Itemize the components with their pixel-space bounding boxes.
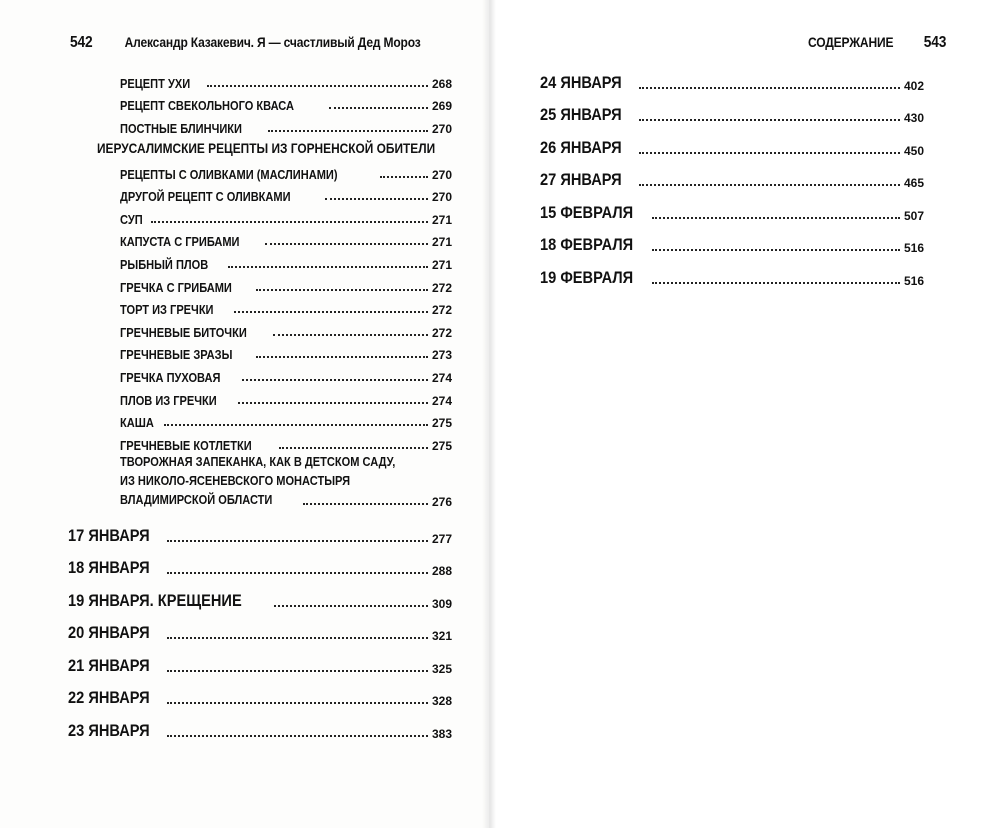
- toc-day-entry: 15 ФЕВРАЛЯ 507: [540, 202, 924, 223]
- toc-day-entry: 23 ЯНВАРЯ 383: [68, 720, 452, 741]
- toc-multiline-entry: [120, 452, 452, 509]
- toc-entry: РЕЦЕПТЫ С ОЛИВКАМИ (МАСЛИНАМИ) 270: [120, 166, 452, 182]
- toc-entry: СУП 271: [120, 211, 452, 227]
- multiline-entry-line-1: ТВОРОЖНАЯ ЗАПЕКАНКА, КАК В ДЕТСКОМ САДУ,: [120, 454, 396, 469]
- toc-entry: РЕЦЕПТ СВЕКОЛЬНОГО КВАСА 269: [120, 98, 452, 114]
- book-gutter: [482, 0, 496, 828]
- toc-day-entry: 26 ЯНВАРЯ 450: [540, 137, 924, 158]
- left-running-head: [70, 34, 421, 52]
- toc-entry: ГРЕЧНЕВЫЕ БИТОЧКИ 272: [120, 324, 452, 340]
- toc-entry: ГРЕЧНЕВЫЕ КОТЛЕТКИ 275: [120, 437, 452, 453]
- toc-day-entry: 19 ФЕВРАЛЯ 516: [540, 267, 924, 288]
- multiline-entry-line-3: ВЛАДИМИРСКОЙ ОБЛАСТИ: [120, 492, 273, 507]
- multiline-entry-line-2: ИЗ НИКОЛО-ЯСЕНЕВСКОГО МОНАСТЫРЯ: [120, 473, 351, 488]
- toc-entry: КАША 275: [120, 415, 452, 431]
- toc-day-entry: 18 ФЕВРАЛЯ 516: [540, 235, 924, 255]
- right-page-number: 543: [923, 34, 947, 51]
- toc-entry: ГРЕЧКА ПУХОВАЯ 274: [120, 369, 452, 385]
- toc-entry: ПОСТНЫЕ БЛИНЧИКИ 270: [120, 120, 452, 136]
- toc-day-entry: 22 ЯНВАРЯ 328: [68, 688, 452, 708]
- toc-day-entry: 21 ЯНВАРЯ 325: [68, 655, 452, 676]
- toc-days-left: [68, 513, 452, 741]
- toc-entry: ГРЕЧКА С ГРИБАМИ 272: [120, 279, 452, 295]
- left-book-title: Александр Казакевич. Я — счастливый Дед Мороз: [124, 34, 421, 50]
- toc-entry: ТОРТ ИЗ ГРЕЧКИ 272: [120, 302, 452, 318]
- toc-entry: ГРЕЧНЕВЫЕ ЗРАЗЫ 273: [120, 347, 452, 363]
- right-section-title: СОДЕРЖАНИЕ: [808, 34, 894, 50]
- toc-entry: КАПУСТА С ГРИБАМИ 271: [120, 234, 452, 250]
- toc-entry: ДРУГОЙ РЕЦЕПТ С ОЛИВКАМИ 270: [120, 189, 452, 205]
- multiline-entry-page: 276: [431, 495, 452, 509]
- toc-day-entry: 24 ЯНВАРЯ 402: [540, 72, 924, 93]
- toc-day-entry: 20 ЯНВАРЯ 321: [68, 623, 452, 643]
- left-page-number: 542: [70, 34, 93, 51]
- toc-days-right: [540, 60, 924, 288]
- section-heading-text: ИЕРУСАЛИМСКИЕ РЕЦЕПТЫ ИЗ ГОРНЕНСКОЙ ОБИТЕЛИ: [97, 140, 436, 156]
- toc-day-entry: 27 ЯНВАРЯ 465: [540, 170, 924, 190]
- toc-day-entry: 19 ЯНВАРЯ. КРЕЩЕНИЕ 309: [68, 590, 452, 611]
- toc-section-entries: [120, 159, 452, 453]
- toc-day-entry: 18 ЯНВАРЯ 288: [68, 558, 452, 578]
- toc-entry: РЫБНЫЙ ПЛОВ 271: [120, 256, 452, 272]
- toc-entry: РЕЦЕПТ УХИ 268: [120, 75, 452, 91]
- toc-day-entry: 25 ЯНВАРЯ 430: [540, 105, 924, 125]
- toc-section-heading: [97, 136, 457, 156]
- toc-recipes-top: [120, 68, 452, 136]
- toc-day-entry: 17 ЯНВАРЯ 277: [68, 525, 452, 546]
- right-running-head: [808, 34, 946, 52]
- toc-entry: ПЛОВ ИЗ ГРЕЧКИ 274: [120, 392, 452, 408]
